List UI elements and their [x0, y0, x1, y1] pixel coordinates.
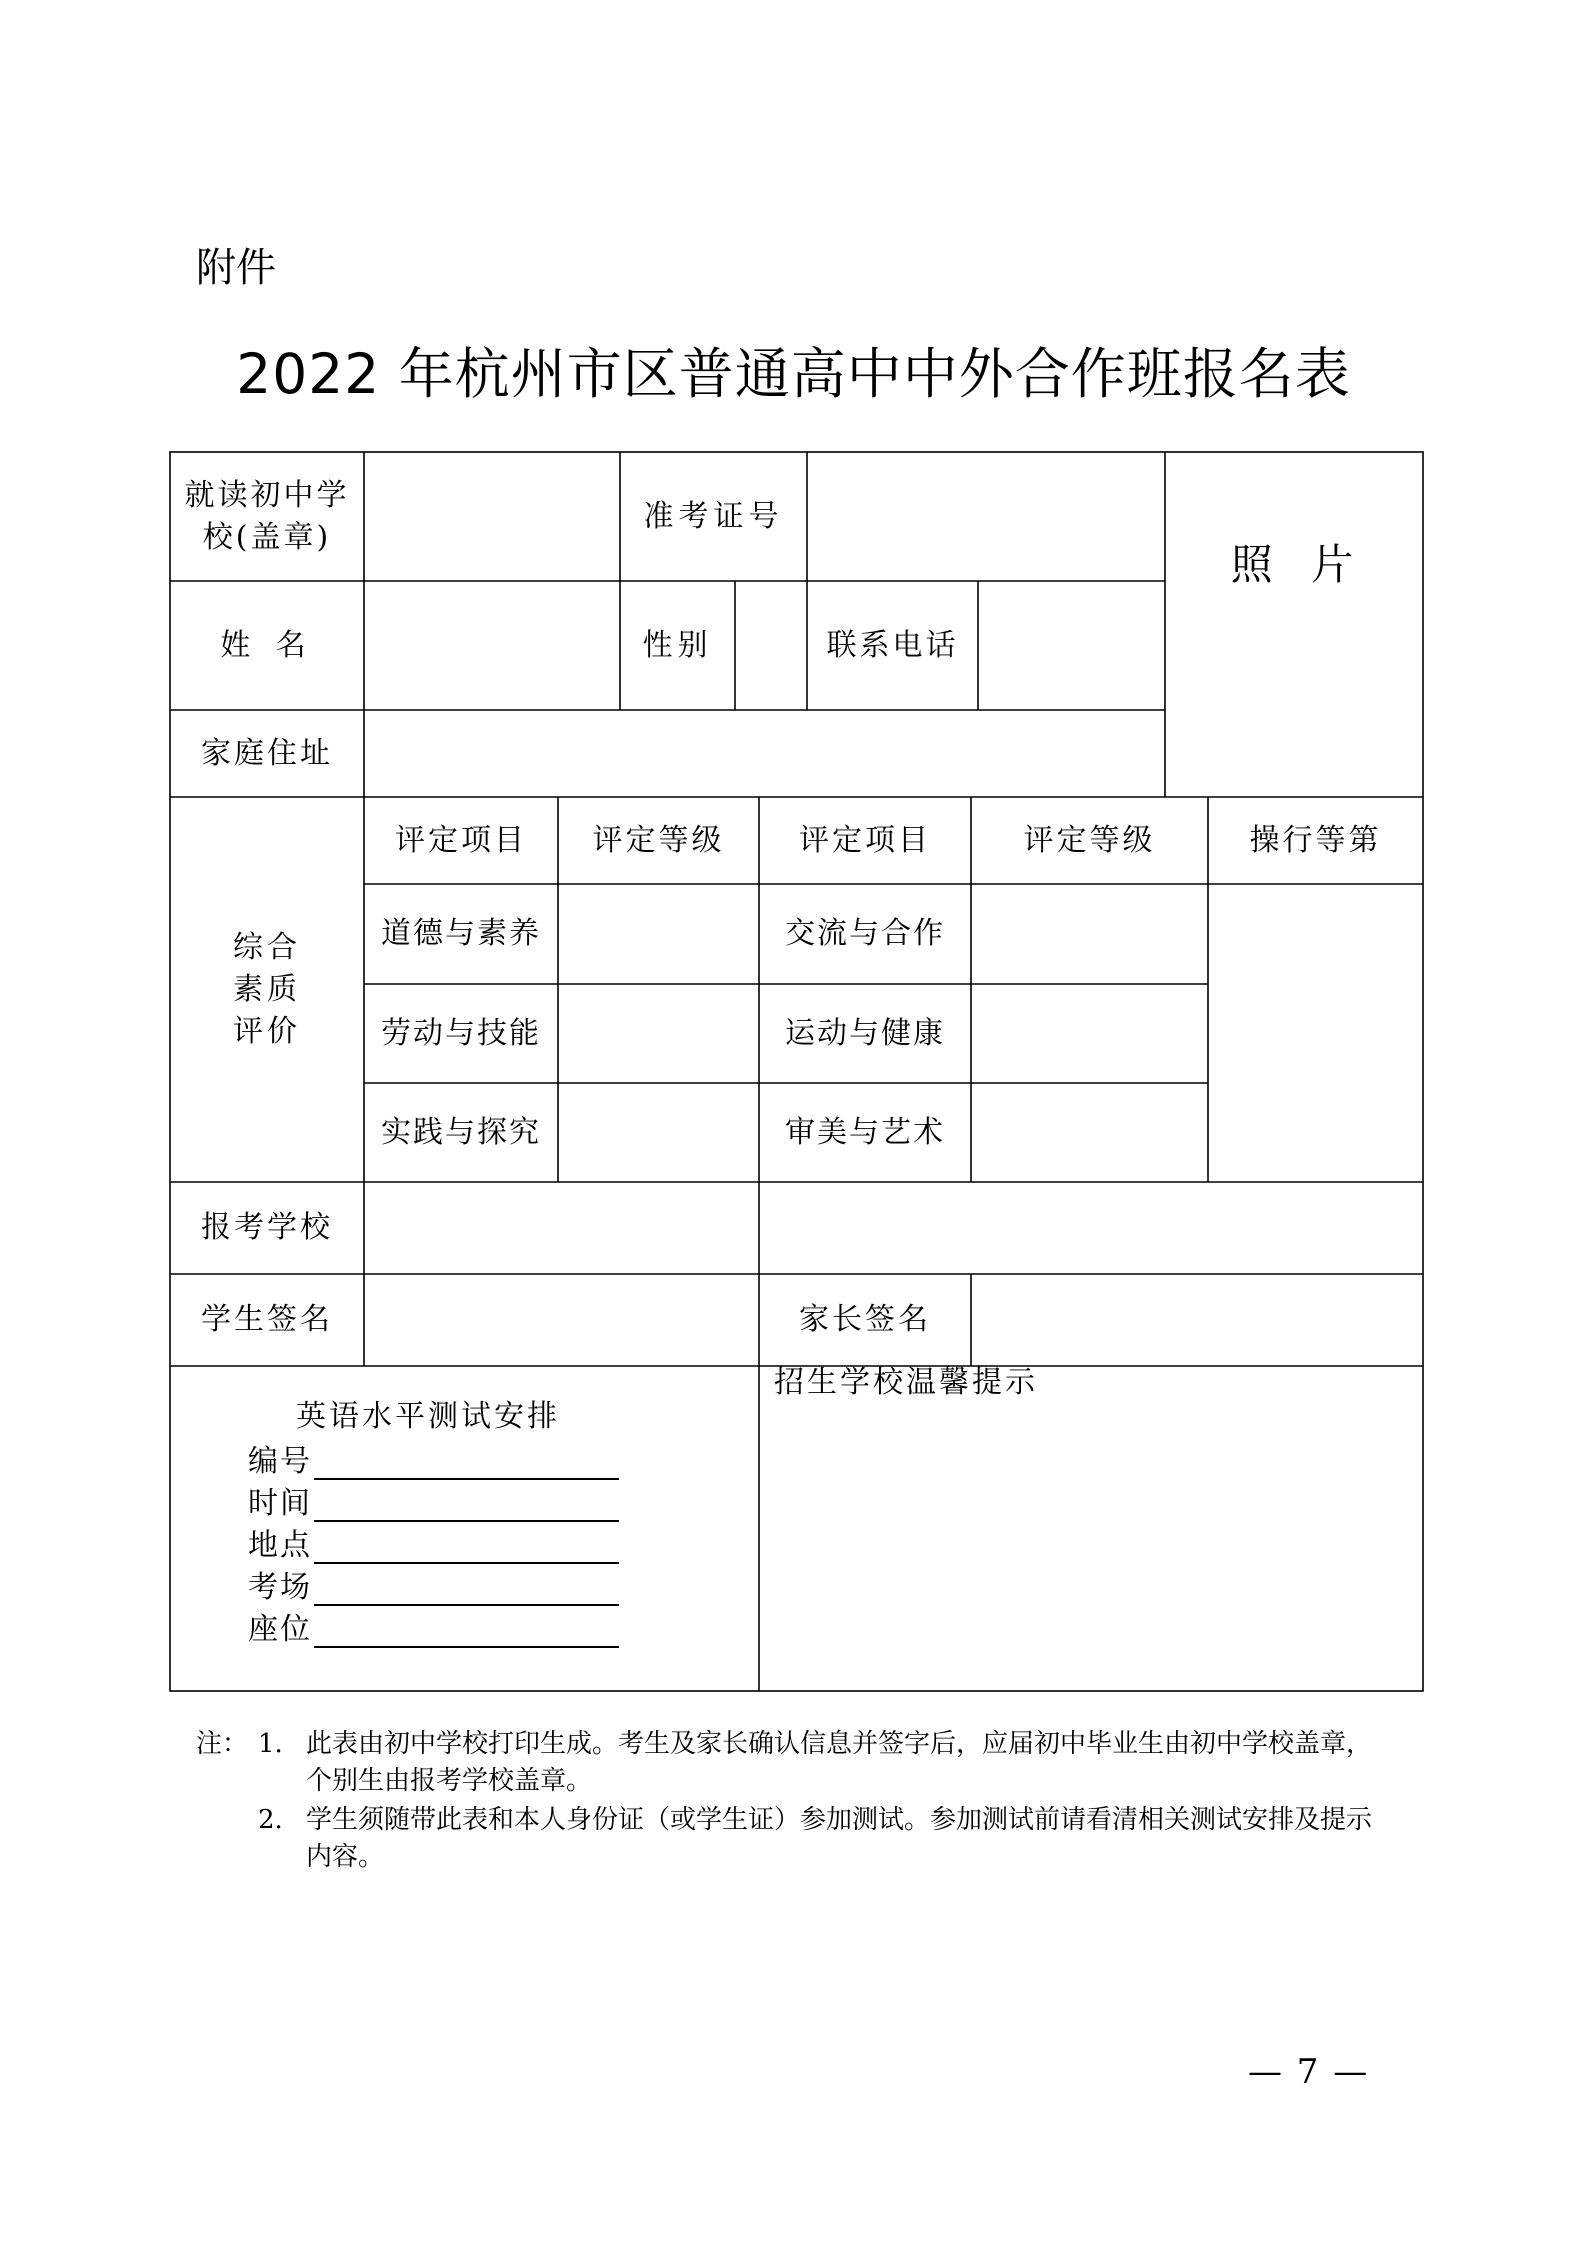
eval-item-sports: 运动与健康: [785, 1015, 945, 1051]
blank-line: [314, 1570, 619, 1606]
english-field-time: [248, 1480, 628, 1522]
student-sign-field[interactable]: [368, 1278, 759, 1364]
school-tips-label: 招生学校温馨提示: [774, 1365, 1038, 1400]
exam-no-label: 准考证号: [643, 498, 784, 534]
parent-sign-label: 家长签名: [799, 1302, 931, 1337]
english-field-label: 时间: [248, 1486, 312, 1521]
blank-line: [314, 1528, 619, 1564]
blank-line: [314, 1444, 619, 1480]
eval-item-labor: 劳动与技能: [381, 1015, 541, 1051]
evaluation-label: 综合素质评价: [233, 929, 301, 1049]
english-field-label: 考场: [248, 1570, 312, 1605]
note-item: [196, 1726, 1396, 1800]
eval-item-practice: 实践与探究: [381, 1114, 541, 1150]
eval-header-conduct: 操行等第: [1249, 822, 1382, 858]
english-test-block: [248, 1396, 628, 1648]
eval-grade-communication[interactable]: [975, 888, 1208, 982]
name-field[interactable]: [368, 585, 620, 708]
form-title: 2022 年杭州市区普通高中中外合作班报名表: [236, 342, 1351, 406]
english-field-location: [248, 1522, 628, 1564]
exam-no-field[interactable]: [811, 456, 1165, 579]
phone-label: 联系电话: [826, 627, 959, 663]
note-number: 1.: [258, 1729, 283, 1759]
eval-header-grade-2: 评定等级: [1023, 822, 1156, 858]
eval-grade-arts[interactable]: [975, 1087, 1208, 1180]
gender-label: 性别: [642, 627, 713, 663]
conduct-grade-field[interactable]: [1212, 888, 1423, 1180]
note-item: [196, 1802, 1396, 1876]
english-field-room: [248, 1564, 628, 1606]
english-field-label: 编号: [248, 1444, 312, 1479]
eval-header-item-1: 评定项目: [395, 822, 527, 858]
school-label: 就读初中学校(盖章): [184, 477, 350, 555]
notes-indent: [196, 1802, 258, 1876]
notes-section: [196, 1726, 1396, 1876]
address-label: 家庭住址: [201, 735, 333, 771]
notes-prefix: 注：: [196, 1729, 249, 1759]
eval-header-grade-1: 评定等级: [592, 822, 725, 858]
apply-school-field[interactable]: [368, 1186, 1423, 1272]
note-text: 此表由初中学校打印生成。考生及家长确认信息并签字后，应届初中毕业生由初中学校盖章，个别生由报考学校盖章。: [306, 1729, 1373, 1796]
english-field-number: [248, 1438, 628, 1480]
student-sign-label: 学生签名: [201, 1302, 333, 1337]
gender-field[interactable]: [739, 585, 807, 708]
note-number: 2.: [258, 1805, 283, 1835]
eval-grade-labor[interactable]: [562, 988, 759, 1081]
eval-grade-sports[interactable]: [975, 988, 1208, 1081]
school-field[interactable]: [368, 456, 620, 579]
english-field-label: 地点: [248, 1528, 312, 1563]
apply-school-label: 报考学校: [201, 1210, 333, 1245]
blank-line: [314, 1612, 619, 1648]
note-text: 学生须随带此表和本人身份证（或学生证）参加测试。参加测试前请看清相关测试安排及提示内容。: [306, 1805, 1373, 1872]
english-test-title: 英语水平测试安排: [296, 1399, 560, 1434]
parent-sign-field[interactable]: [975, 1278, 1423, 1364]
english-field-seat: [248, 1606, 628, 1648]
name-label: 姓 名: [220, 627, 314, 663]
eval-header-item-2: 评定项目: [799, 822, 931, 858]
eval-grade-morality[interactable]: [562, 888, 759, 982]
eval-grade-practice[interactable]: [562, 1087, 759, 1180]
page-number: — 7 —: [1248, 2052, 1370, 2092]
address-field[interactable]: [368, 714, 1165, 795]
english-field-label: 座位: [248, 1612, 312, 1647]
eval-item-arts: 审美与艺术: [785, 1114, 945, 1150]
eval-item-communication: 交流与合作: [785, 916, 945, 951]
blank-line: [314, 1486, 619, 1522]
attachment-label: 附件: [196, 245, 276, 291]
eval-item-morality: 道德与素养: [381, 916, 541, 951]
photo-placeholder: 照 片: [1230, 539, 1358, 589]
phone-field[interactable]: [982, 585, 1165, 708]
